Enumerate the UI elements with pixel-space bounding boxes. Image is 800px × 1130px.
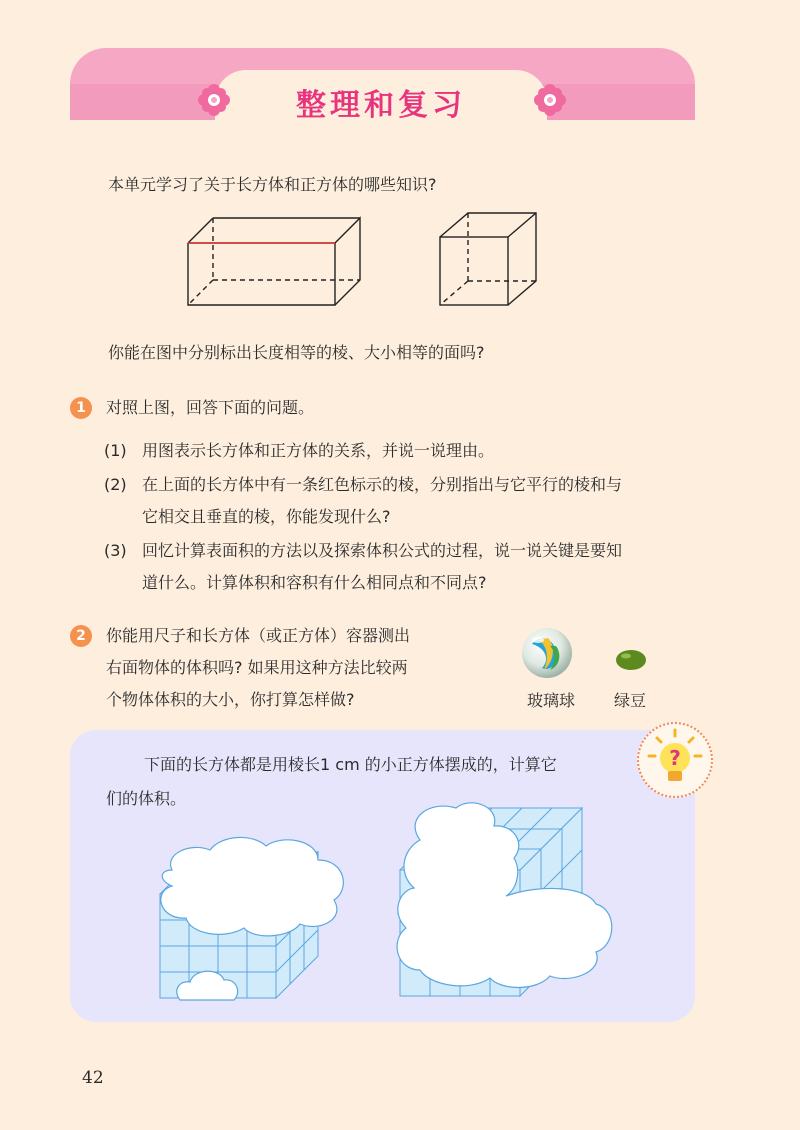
intro-text: 本单元学习了关于长方体和正方体的哪些知识? <box>108 175 437 194</box>
sub-label: (1) <box>104 441 127 460</box>
left-cuboid-figure <box>150 830 360 1010</box>
glass-marble-image <box>520 626 574 680</box>
question-text: 你能在图中分别标出长度相等的棱、大小相等的面吗? <box>108 343 485 362</box>
sub-text: 在上面的长方体中有一条红色标示的棱，分别指出与它平行的棱和与 <box>142 475 623 494</box>
item-number-badge: 1 <box>70 397 92 419</box>
item1-text: 对照上图，回答下面的问题。 <box>106 398 315 417</box>
object-label: 绿豆 <box>614 691 647 710</box>
item2-text: 你能用尺子和长方体（或正方体）容器测出 <box>106 626 411 645</box>
flower-icon <box>534 84 566 116</box>
page-number: 42 <box>82 1068 104 1088</box>
page-title: 整理和复习 <box>296 88 466 123</box>
item-number-badge: 2 <box>70 625 92 647</box>
right-cuboid-figure <box>390 800 620 1005</box>
sub-text: 道什么。计算体积和容积有什么相同点和不同点? <box>142 573 487 592</box>
sub-label: (2) <box>104 475 127 494</box>
cube-drawing <box>440 213 536 305</box>
sub-text: 回忆计算表面积的方法以及探索体积公式的过程，说一说关键是要知 <box>142 541 623 560</box>
cuboid-drawing <box>188 218 360 305</box>
panel-text: 下面的长方体都是用棱长1 cm 的小正方体摆成的，计算它 <box>144 755 557 774</box>
flower-icon <box>198 84 230 116</box>
mung-bean-image <box>614 648 648 672</box>
svg-text:?: ? <box>669 746 681 770</box>
sub-label: (3) <box>104 541 127 560</box>
item2-text: 个物体体积的大小，你打算怎样做? <box>106 690 355 709</box>
sub-text: 它相交且垂直的棱，你能发现什么? <box>142 507 391 526</box>
lightbulb-question-icon <box>639 724 711 796</box>
item2-text: 右面物体的体积吗? 如果用这种方法比较两 <box>106 658 408 677</box>
cuboid-and-cube-figure <box>180 210 560 310</box>
object-label: 玻璃球 <box>527 691 576 710</box>
hint-badge <box>637 722 713 798</box>
sub-text: 用图表示长方体和正方体的关系，并说一说理由。 <box>142 441 495 460</box>
panel-text: 们的体积。 <box>106 789 187 808</box>
